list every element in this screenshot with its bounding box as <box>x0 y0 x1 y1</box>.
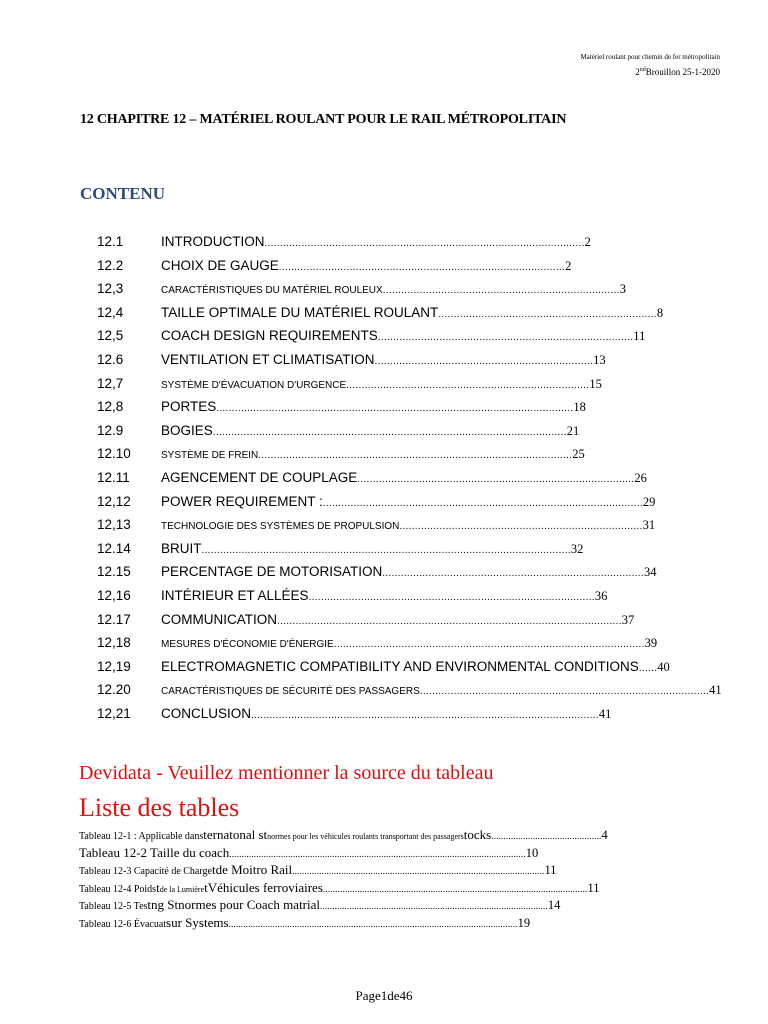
toc-title: SYSTÈME DE FREIN <box>161 450 259 462</box>
toc-leader-dots: .......................................................................................... <box>357 473 635 485</box>
toc-title-line[interactable] <box>161 444 585 466</box>
toc-page-number: 8 <box>656 305 664 320</box>
toc-title: BOGIES <box>161 422 213 438</box>
toc-title: CARACTÉRISTIQUES DE SÉCURITÉ DES PASSAGERS <box>161 686 420 698</box>
toc-number: 12.6 <box>97 351 124 367</box>
toc-leader-dots: ....................................................................... <box>438 308 657 320</box>
toc-number: 12.11 <box>97 469 130 485</box>
table-list-entry[interactable] <box>79 826 729 844</box>
draft-number: 2 <box>635 67 640 77</box>
table-caption-part: tVéhicules ferroviaires <box>204 879 323 895</box>
toc-number: 12.9 <box>97 422 124 438</box>
toc-title: AGENCEMENT DE COUPLAGE <box>161 469 358 485</box>
toc-page-number: 11 <box>633 329 646 344</box>
toc-leader-dots: ............................................................................................. <box>308 591 595 603</box>
toc-leader-dots: ................................................................................... <box>377 332 634 344</box>
toc-entry[interactable] <box>97 610 707 634</box>
toc-title-line[interactable] <box>161 279 626 301</box>
table-leader-dots: ............................................. <box>491 831 602 841</box>
toc-title: ELECTROMAGNETIC COMPATIBILITY AND ENVIRONMENTAL CONDITIONS <box>161 658 639 674</box>
toc-entry[interactable] <box>97 326 707 350</box>
toc-title-line[interactable] <box>161 657 670 679</box>
table-leader-dots: ....................................................................................................... <box>292 866 545 877</box>
toc-title: TECHNOLOGIE DES SYSTÈMES DE PROPULSION <box>161 521 400 533</box>
toc-page-number: 34 <box>643 565 657 580</box>
table-leader-dots: ............................................................................................. <box>320 901 548 912</box>
table-leader-dots: ............................................................................................................ <box>322 883 588 894</box>
table-caption-part: tng St <box>147 897 179 913</box>
toc-leader-dots: ............................................................................... <box>399 521 643 533</box>
toc-page-number: 26 <box>634 470 647 485</box>
toc-leader-dots: ........................................................................................................................ <box>201 544 571 556</box>
draft-date: Brouillon 25-1-2020 <box>645 67 720 77</box>
toc-number: 12.1 <box>97 234 124 249</box>
toc-leader-dots: ............................................................................... <box>346 379 590 391</box>
toc-number: 12,18 <box>97 635 131 651</box>
toc-entry[interactable] <box>97 657 707 681</box>
toc-page-number: 36 <box>594 588 608 603</box>
toc-entry[interactable] <box>97 279 707 303</box>
toc-title-line[interactable] <box>161 256 571 278</box>
page-footer: Page1de46 <box>355 988 413 1003</box>
table-caption-part: Tableau 12-3 Capacité de Charge <box>79 866 212 878</box>
toc-entry[interactable] <box>97 586 707 610</box>
toc-number: 12,12 <box>97 493 131 509</box>
toc-leader-dots: ................................................................................................................. <box>251 709 599 721</box>
toc-page-number: 21 <box>566 423 580 438</box>
toc-number: 12,4 <box>97 304 124 320</box>
table-of-contents <box>97 232 722 727</box>
toc-title: CHOIX DE GAUGE <box>161 257 279 273</box>
toc-leader-dots: ................................................................................................................... <box>212 426 567 438</box>
table-caption-part: ternatonal st <box>203 827 268 842</box>
toc-title: INTÉRIEUR ET ALLÉES <box>161 587 309 603</box>
table-page-number: 14 <box>547 898 561 913</box>
toc-title: CARACTÉRISTIQUES DU MATÉRIEL ROULEUX <box>161 285 383 297</box>
list-of-tables-heading: Liste des tables <box>79 793 240 822</box>
toc-number: 12.20 <box>97 682 131 698</box>
toc-page-number: 25 <box>572 447 585 462</box>
toc-number: 12,13 <box>97 517 131 533</box>
toc-title: BRUIT <box>161 540 202 556</box>
toc-title: COACH DESIGN REQUIREMENTS <box>161 328 378 344</box>
toc-title: PERCENTAGE DE MOTORISATION <box>161 564 383 580</box>
toc-title-line[interactable] <box>161 586 607 608</box>
toc-title-line[interactable] <box>161 397 586 419</box>
list-of-tables <box>79 826 729 932</box>
table-page-number: 11 <box>587 880 600 895</box>
toc-leader-dots: ...... <box>638 662 658 674</box>
toc-entry[interactable] <box>97 492 707 516</box>
toc-entry[interactable] <box>97 256 707 280</box>
table-caption-part: Tableau 12-2 Taille du coach <box>79 844 230 860</box>
toc-entry[interactable] <box>97 562 707 586</box>
toc-title-line[interactable] <box>161 680 722 702</box>
toc-number: 12.14 <box>97 540 131 556</box>
toc-page-number: 40 <box>657 659 670 674</box>
toc-entry[interactable] <box>97 374 707 398</box>
table-caption-part: Tableau 12-1 : Applicable dans <box>79 831 204 842</box>
toc-number: 12,3 <box>97 281 124 297</box>
toc-number: 12,5 <box>97 328 124 344</box>
toc-number: 12,16 <box>97 587 131 603</box>
toc-number: 12,19 <box>97 658 131 674</box>
toc-leader-dots: ........................................................................................................ <box>264 238 585 249</box>
toc-page-number: 29 <box>642 494 656 509</box>
table-caption-part: de la Lumière <box>159 884 205 894</box>
toc-page-number: 18 <box>573 400 586 415</box>
header-subject: Matériel roulant pour chemin de fer métropolitain <box>580 53 720 61</box>
table-list-entry[interactable] <box>79 861 729 879</box>
toc-number: 12,21 <box>97 705 131 721</box>
toc-title: PORTES <box>161 399 217 415</box>
toc-title-line[interactable] <box>161 232 591 254</box>
toc-number: 12.17 <box>97 611 131 627</box>
toc-leader-dots: ...................................................................................................... <box>258 450 573 462</box>
toc-leader-dots: ............................................................................. <box>382 285 620 297</box>
toc-page-number: 39 <box>644 636 658 651</box>
table-list-entry[interactable] <box>79 914 729 932</box>
table-leader-dots: ......................................................................................................................... <box>229 848 526 859</box>
toc-entry[interactable] <box>97 303 707 327</box>
toc-leader-dots: ....................................................................... <box>374 355 594 367</box>
table-caption-part: Tableau 12-5 Tes <box>79 901 148 913</box>
table-caption-part: t <box>156 879 160 895</box>
toc-entry[interactable] <box>97 350 707 374</box>
toc-leader-dots: ................................................................................................................ <box>277 615 622 627</box>
table-list-entry[interactable] <box>79 879 729 897</box>
toc-number: 12.2 <box>97 257 124 273</box>
table-caption-part: normes pour Coach matrial <box>178 897 321 913</box>
toc-leader-dots: ............................................................................................. <box>278 261 566 273</box>
toc-page-number: 32 <box>570 541 584 556</box>
toc-page-number: 3 <box>619 282 626 297</box>
toc-title-line[interactable] <box>161 326 645 348</box>
toc-leader-dots: ..................................................................................................... <box>333 639 645 651</box>
toc-title-line[interactable] <box>161 468 647 490</box>
toc-title-line[interactable] <box>161 303 663 325</box>
toc-title-line[interactable] <box>161 562 656 584</box>
toc-title: SYSTÈME D'ÉVACUATION D'URGENCE <box>161 379 347 391</box>
toc-entry[interactable] <box>97 444 707 468</box>
toc-page-number: 2 <box>565 258 572 273</box>
toc-number: 12.15 <box>97 564 131 580</box>
document-header <box>580 52 720 77</box>
table-caption-part: tocks <box>463 827 492 842</box>
toc-title-line[interactable] <box>161 492 655 514</box>
toc-leader-dots: ..................................................................................... <box>382 568 644 580</box>
toc-entry[interactable] <box>97 539 707 563</box>
toc-page-number: 2 <box>584 235 591 249</box>
table-leader-dots: ...................................................................................................................... <box>228 918 518 929</box>
table-caption-part: Tableau 12-6 Évacuat <box>79 918 167 930</box>
toc-title: TAILLE OPTIMALE DU MATÉRIEL ROULANT <box>161 304 439 320</box>
table-page-number: 11 <box>544 863 557 878</box>
toc-entry[interactable] <box>97 633 707 657</box>
toc-title-line[interactable] <box>161 539 583 561</box>
toc-entry[interactable] <box>97 232 707 256</box>
toc-title-line[interactable] <box>161 374 602 396</box>
toc-title-line[interactable] <box>161 704 611 726</box>
chapter-title: 12 CHAPITRE 12 – MATÉRIEL ROULANT POUR LE RAIL MÉTROPOLITAIN <box>80 112 567 127</box>
contents-heading: CONTENU <box>80 184 166 203</box>
table-page-number: 10 <box>525 845 539 860</box>
toc-title-line[interactable] <box>161 421 579 443</box>
table-caption-part: normes pour les véhicules roulants transportant des passagers <box>267 832 464 841</box>
toc-entry[interactable] <box>97 468 707 492</box>
toc-entry[interactable] <box>97 515 707 539</box>
toc-title: POWER REQUIREMENT : <box>161 493 323 509</box>
toc-page-number: 31 <box>642 518 656 533</box>
toc-leader-dots: ........................................................................................................ <box>322 497 643 509</box>
toc-page-number: 13 <box>593 352 606 367</box>
toc-leader-dots: .................................................................................................................... <box>216 403 574 415</box>
toc-page-number: 41 <box>709 683 722 698</box>
toc-title: CONCLUSION <box>161 705 252 721</box>
draft-ordinal: nd <box>639 67 646 73</box>
toc-title-line[interactable] <box>161 610 634 632</box>
toc-page-number: 15 <box>589 376 602 391</box>
toc-title-line[interactable] <box>161 633 657 655</box>
toc-entry[interactable] <box>97 421 707 445</box>
table-page-number: 4 <box>601 828 608 842</box>
table-list-entry[interactable] <box>79 896 729 914</box>
table-page-number: 19 <box>517 915 531 930</box>
toc-title-line[interactable] <box>161 350 606 372</box>
toc-title: VENTILATION ET CLIMATISATION <box>161 351 375 367</box>
toc-number: 12.10 <box>97 446 131 462</box>
table-caption-part: tde Moitro Rail <box>211 862 293 878</box>
table-caption-part: sur Systems <box>166 914 229 930</box>
toc-title-line[interactable] <box>161 515 655 537</box>
toc-title: MESURES D'ÉCONOMIE D'ÉNERGIE <box>161 639 334 651</box>
toc-page-number: 41 <box>598 706 612 721</box>
toc-title: COMMUNICATION <box>161 611 277 627</box>
toc-leader-dots: .............................................................................................. <box>419 686 710 698</box>
toc-entry[interactable] <box>97 397 707 421</box>
table-list-entry[interactable] <box>79 844 729 862</box>
toc-title: INTRODUCTION <box>161 234 265 249</box>
toc-number: 12,8 <box>97 399 124 415</box>
devidata-note: Devidata - Veuillez mentionner la source du tableau <box>79 762 494 784</box>
table-caption-part: Tableau 12-4 Poids <box>79 883 157 895</box>
toc-entry[interactable] <box>97 704 707 728</box>
header-draft <box>580 65 720 77</box>
toc-entry[interactable] <box>97 680 722 704</box>
toc-page-number: 37 <box>621 612 635 627</box>
toc-number: 12,7 <box>97 375 124 391</box>
